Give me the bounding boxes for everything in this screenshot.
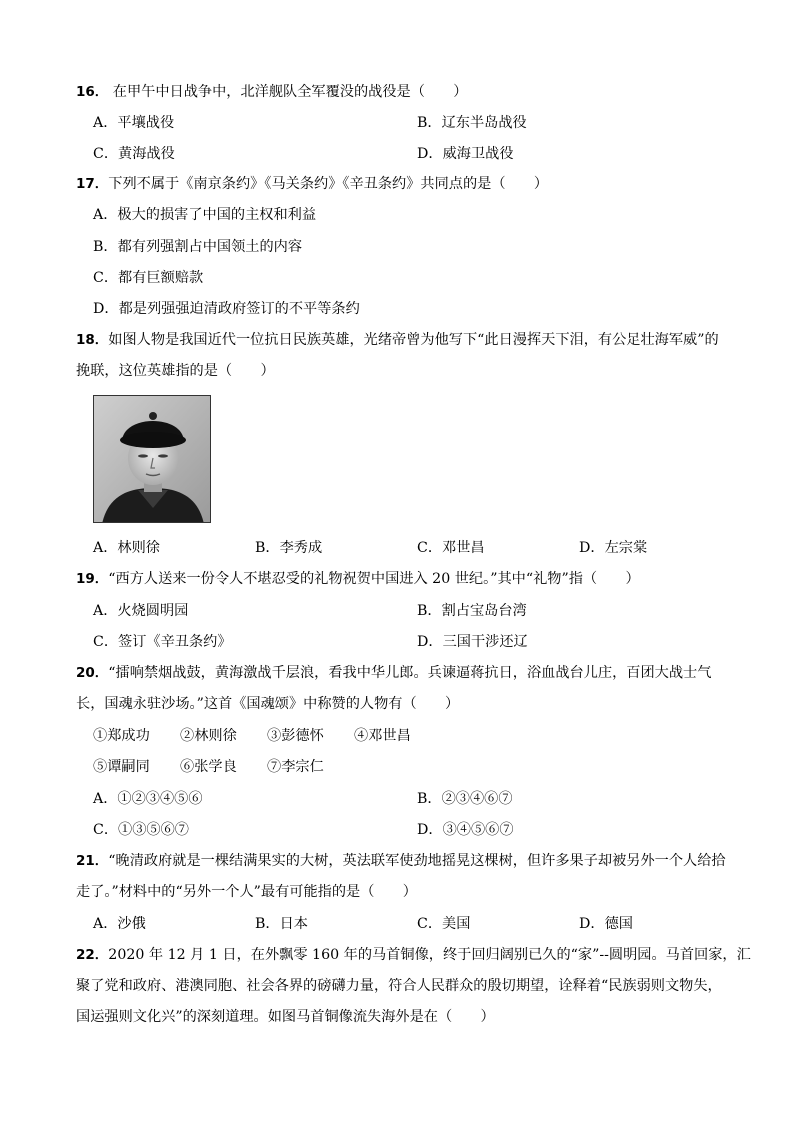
question-stem-continued: 聚了党和政府、港澳同胞、社会各界的磅礴力量，符合人民群众的殷切期望，诠释着“民族弱则文物失， — [76, 978, 722, 994]
list-item: ②林则徐 — [180, 728, 237, 744]
option-d[interactable]: D．都是列强强迫清政府签订的不平等条约 — [93, 301, 360, 317]
option-b[interactable]: B．②③④⑥⑦ — [417, 791, 513, 807]
question-stem: 20．“擂响禁烟战鼓，黄海激战千层浪，看我中华儿郎。兵谏逼蒋抗日，浴血战台儿庄，百团大战士气 — [76, 665, 712, 681]
option-a[interactable]: A．平壤战役 — [93, 115, 175, 131]
question-number: 20． — [76, 665, 109, 681]
list-item: ③彭德怀 — [267, 728, 324, 744]
option-d[interactable]: D．德国 — [579, 916, 633, 932]
question-stem-continued: 走了。”材料中的“另外一个人”最有可能指的是（ ） — [76, 884, 417, 900]
list-item: ⑤谭嗣同 — [93, 759, 150, 775]
question-stem-continued: 长，国魂永驻沙场。”这首《国魂颂》中称赞的人物有（ ） — [76, 696, 460, 712]
question-stem-continued: 挽联，这位英雄指的是（ ） — [76, 363, 275, 379]
option-b[interactable]: B．辽东半岛战役 — [417, 115, 527, 131]
question-stem: 22．2020 年 12 月 1 日，在外飘零 160 年的马首铜像，终于回归阔别已久的“家”--圆明园。马首回家，汇 — [76, 947, 751, 963]
option-b[interactable]: B．日本 — [255, 916, 308, 932]
option-c[interactable]: C．美国 — [417, 916, 471, 932]
question-stem: 17．下列不属于《南京条约》《马关条约》《辛丑条约》共同点的是（ ） — [76, 176, 549, 192]
question-number: 22． — [76, 947, 109, 963]
list-item: ⑥张学良 — [180, 759, 237, 775]
option-d[interactable]: D．左宗棠 — [579, 540, 648, 556]
option-b[interactable]: B．割占宝岛台湾 — [417, 603, 527, 619]
question-number: 21． — [76, 853, 109, 869]
question-stem: 19．“西方人送来一份令人不堪忍受的礼物祝贺中国进入 20 世纪。”其中“礼物”指（ ） — [76, 571, 640, 587]
portrait-image — [94, 396, 211, 523]
list-item: ④邓世昌 — [354, 728, 411, 744]
question-stem: 21．“晚清政府就是一棵结满果实的大树，英法联军使劲地摇晃这棵树，但许多果子却被另外一个人给拾 — [76, 853, 726, 869]
question-number: 19． — [76, 571, 109, 587]
option-d[interactable]: D．③④⑤⑥⑦ — [417, 822, 514, 838]
option-c[interactable]: C．黄海战役 — [93, 146, 175, 162]
option-a[interactable]: A．林则徐 — [93, 540, 160, 556]
option-b[interactable]: B．李秀成 — [255, 540, 323, 556]
option-c[interactable]: C．都有巨额赔款 — [93, 270, 204, 286]
option-c[interactable]: C．签订《辛丑条约》 — [93, 634, 232, 650]
question-stem-continued: 国运强则文化兴”的深刻道理。如图马首铜像流失海外是在（ ） — [76, 1009, 495, 1025]
question-stem: 16． 在甲午中日战争中，北洋舰队全军覆没的战役是（ ） — [76, 84, 468, 100]
option-b[interactable]: B．都有列强割占中国领土的内容 — [93, 239, 303, 255]
option-d[interactable]: D．威海卫战役 — [417, 146, 514, 162]
portrait-photo — [93, 395, 211, 523]
option-a[interactable]: A．火烧圆明园 — [93, 603, 189, 619]
option-c[interactable]: C．①③⑤⑥⑦ — [93, 822, 189, 838]
question-number: 17． — [76, 176, 109, 192]
list-item: ⑦李宗仁 — [267, 759, 324, 775]
option-a[interactable]: A．极大的损害了中国的主权和利益 — [93, 207, 317, 223]
option-a[interactable]: A．沙俄 — [93, 916, 146, 932]
option-a[interactable]: A．①②③④⑤⑥ — [93, 791, 203, 807]
question-stem: 18．如图人物是我国近代一位抗日民族英雄，光绪帝曾为他写下“此日漫挥天下泪，有公足壮海军威”的 — [76, 332, 719, 348]
question-number: 16． — [76, 84, 109, 100]
option-d[interactable]: D．三国干涉还辽 — [417, 634, 528, 650]
list-item: ①郑成功 — [93, 728, 150, 744]
option-c[interactable]: C．邓世昌 — [417, 540, 485, 556]
question-number: 18． — [76, 332, 109, 348]
